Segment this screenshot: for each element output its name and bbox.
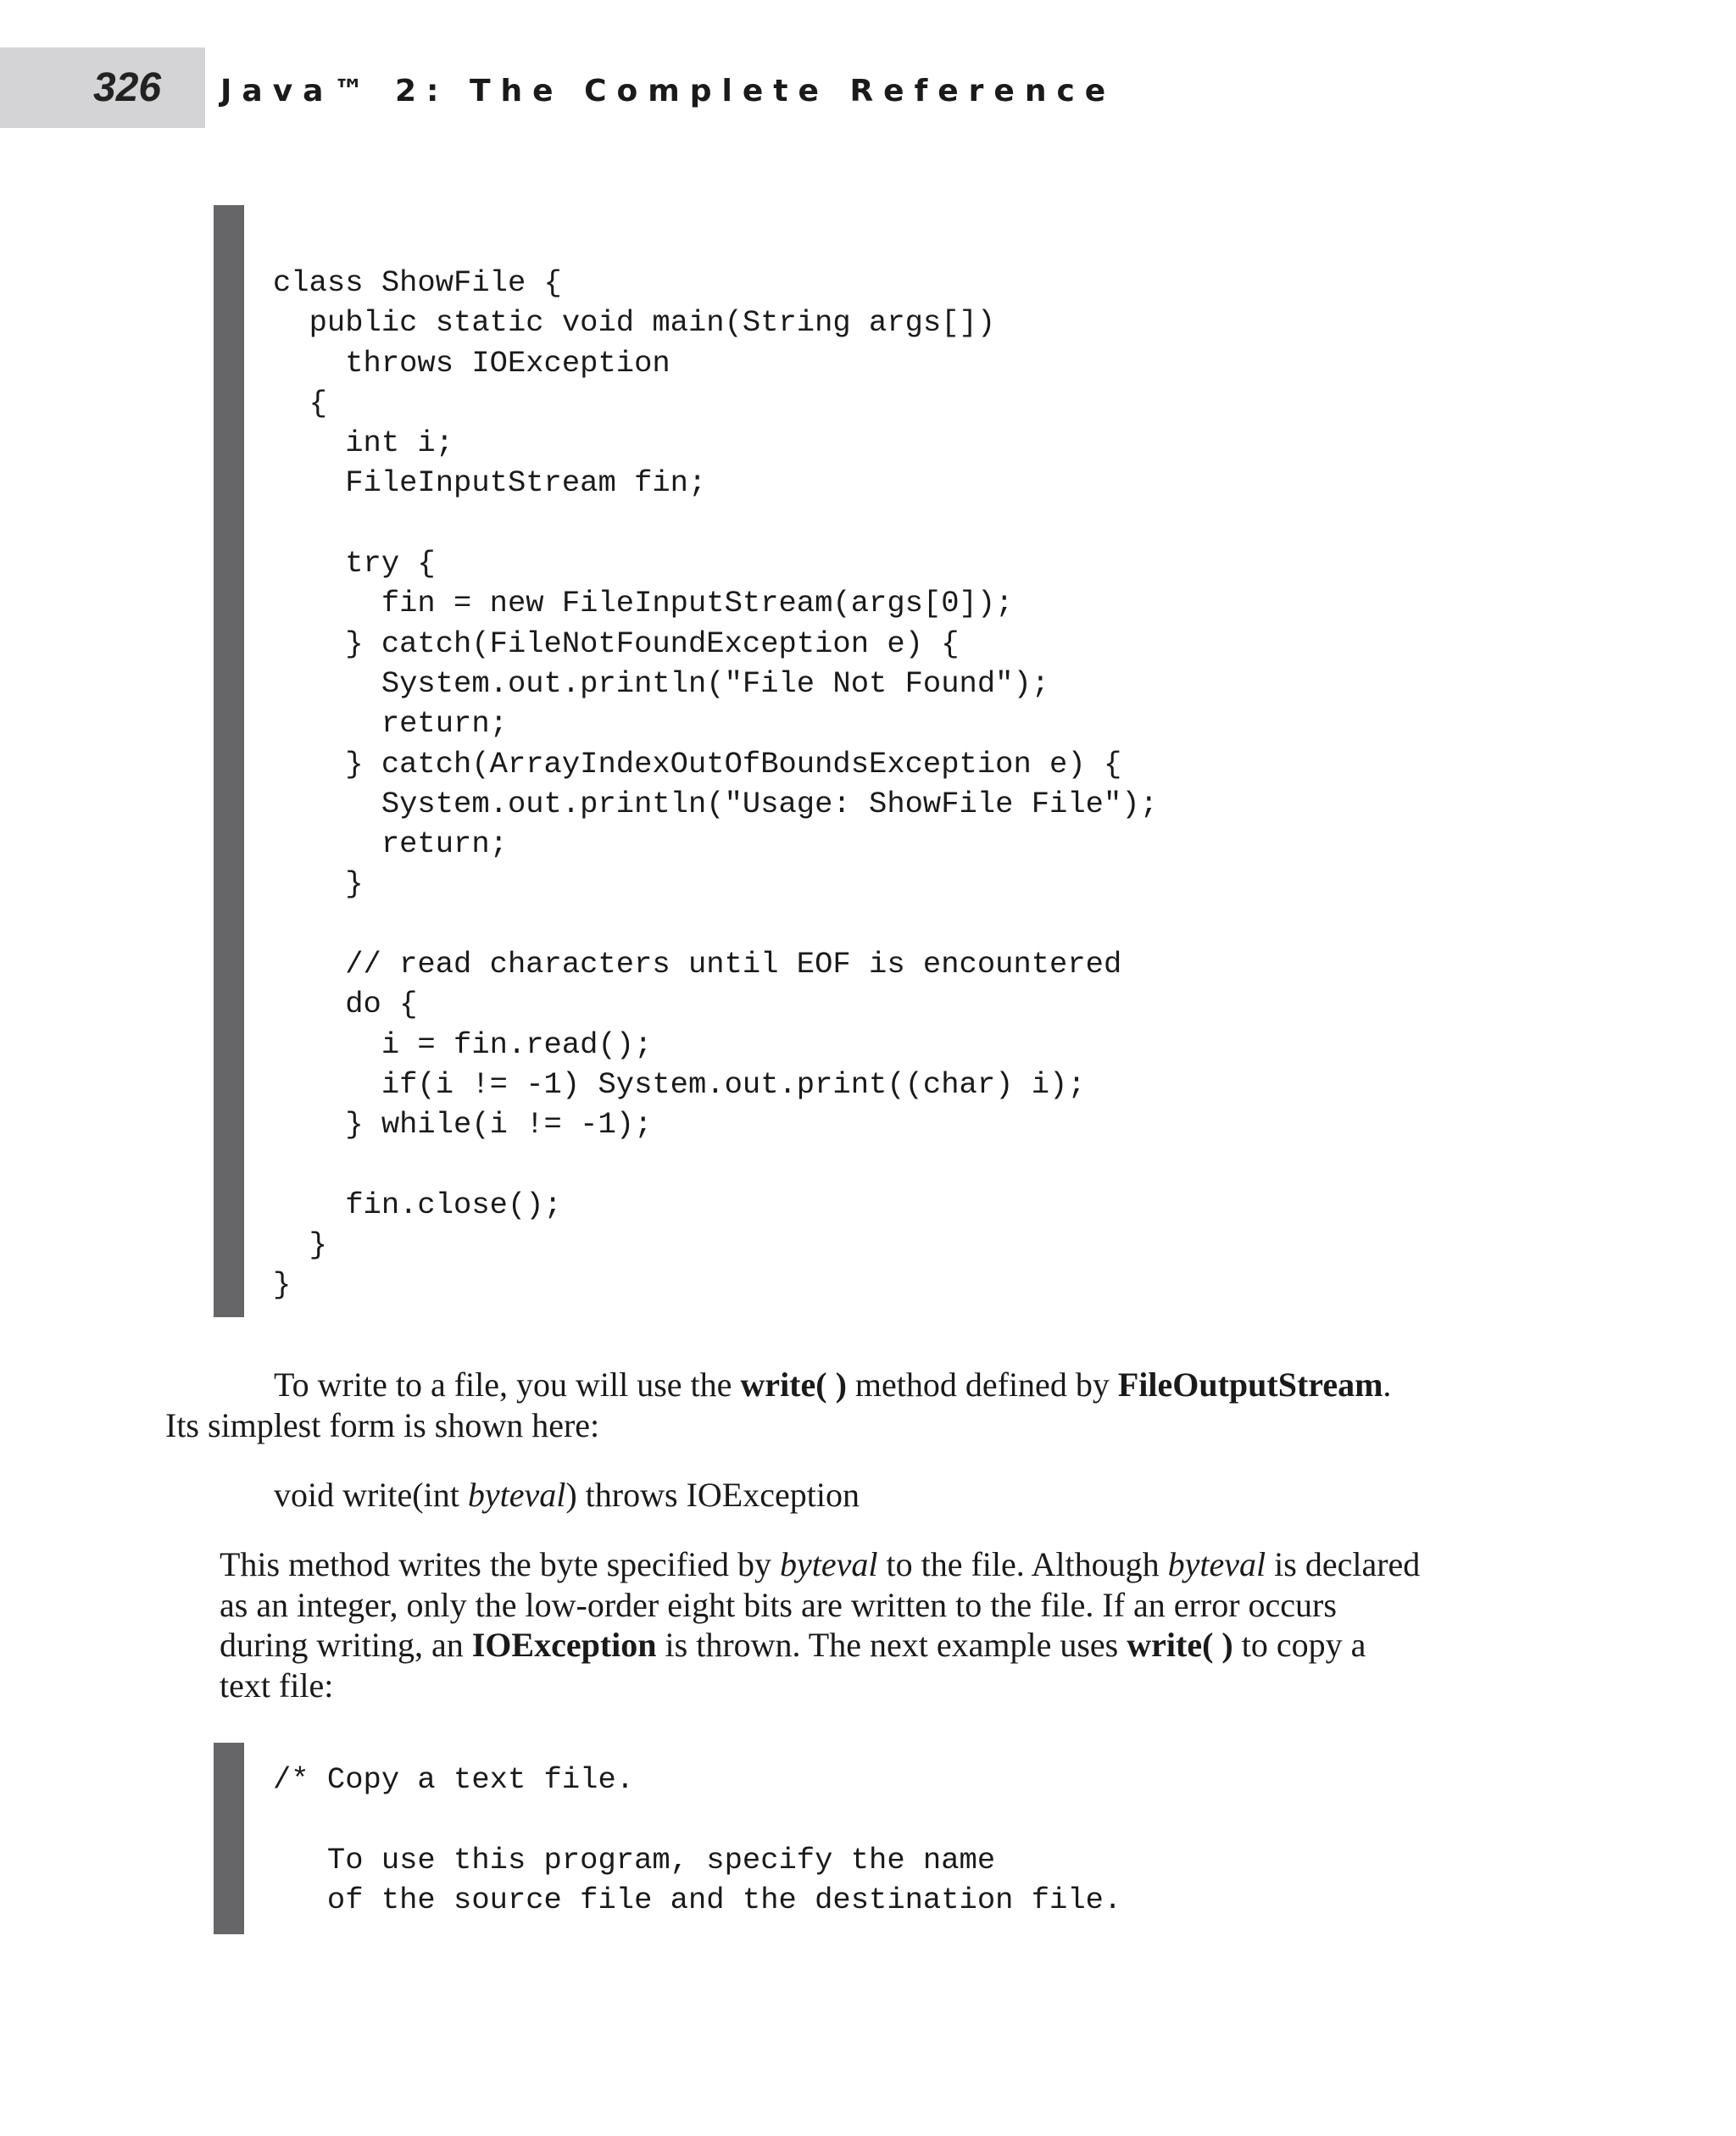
- text-run: method defined by: [846, 1366, 1118, 1404]
- method-name: write( ): [1127, 1626, 1233, 1664]
- text-run: This method writes the byte specified by: [220, 1545, 780, 1583]
- text-run: as an integer, only the low-order eight bits are written to the file. If an error occurs: [220, 1585, 1337, 1624]
- running-head: Java™ 2: The Complete Reference: [220, 74, 1116, 108]
- method-name: write( ): [740, 1366, 847, 1404]
- text-run: to copy a: [1232, 1626, 1366, 1664]
- text-run: Its simplest form is shown here:: [165, 1405, 600, 1444]
- text-run: to the file. Although: [877, 1545, 1168, 1583]
- parameter-name: byteval: [779, 1545, 878, 1583]
- code-sidebar-bar: [214, 205, 244, 1317]
- code-text: class ShowFile { public static void main(String args[]) throws IOException { int i; FileInputStream fin; try { fin = new FileInputStream(args[0]); } catch(FileNotFoundException e) { System.out.println("File Not Found"); return; } catch(ArrayIndexOutOfBoundsException e) { System.out.println("Usage: ShowFile File"); return; } // read characters until EOF is encountered do { i = fin.read(); if(i != -1) System.out.print((char) i); } while(i != -1); fin.close(); } }: [273, 265, 1158, 1303]
- parameter-name: byteval: [467, 1476, 566, 1514]
- paragraph-write-description: [220, 1544, 1516, 1705]
- method-signature: [274, 1475, 1571, 1516]
- page-number: 326: [93, 65, 162, 110]
- text-run: To write to a file, you will use the: [274, 1366, 741, 1404]
- text-run: void write(int: [274, 1476, 468, 1514]
- text-run: during writing, an: [220, 1626, 472, 1664]
- text-run: text file:: [220, 1666, 334, 1705]
- exception-name: IOException: [471, 1626, 657, 1664]
- parameter-name: byteval: [1167, 1545, 1266, 1583]
- code-sidebar-bar: [214, 1743, 244, 1934]
- code-text: /* Copy a text file. To use this program, specify the name of the source file and the destination file.: [273, 1762, 1122, 1917]
- text-run: .: [1383, 1366, 1392, 1404]
- paragraph-write-intro: [165, 1365, 1516, 1445]
- text-run: ) throws IOException: [565, 1476, 860, 1514]
- text-run: is thrown. The next example uses: [656, 1626, 1127, 1664]
- text-run: is declared: [1266, 1545, 1421, 1583]
- class-name: FileOutputStream: [1117, 1366, 1383, 1404]
